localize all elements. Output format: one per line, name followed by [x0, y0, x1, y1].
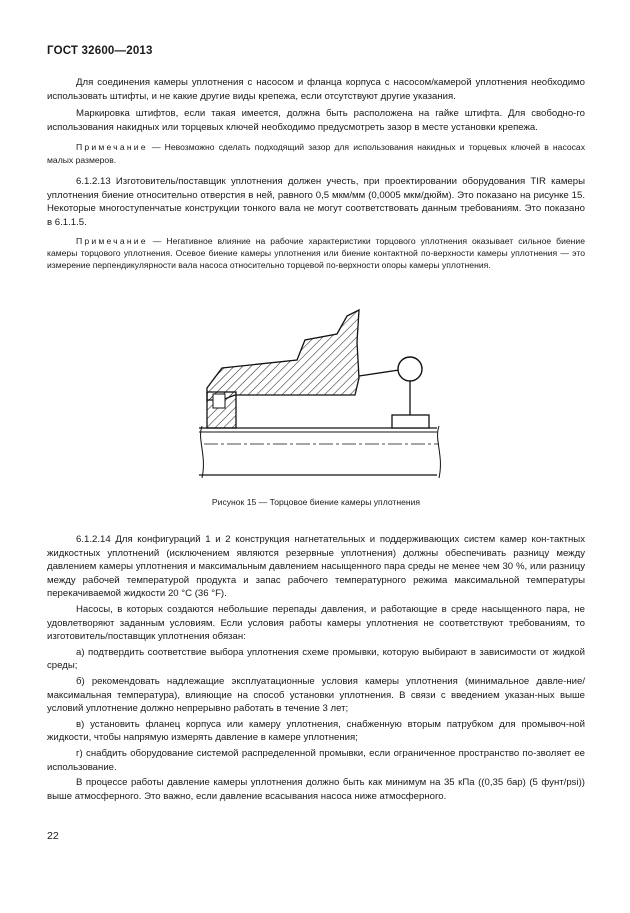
note-text: — Негативное влияние на рабочие характеристики торцового уплотнения оказывает сильное биение камеры торцового уплотнения. Осевое биение камеры уплотнения или биение контактной по-верхности камеры уплотнения — это измерение перпендикулярности вала насоса относительно торцевой по-верхности опоры камеры уплотнения. — [47, 235, 585, 271]
list-item-g: г) снабдить оборудование системой распределенной промывки, если ограниченное пространство по-зволяет ее использование. — [47, 747, 585, 773]
paragraph-6-1-2-14: 6.1.2.14 Для конфигураций 1 и 2 конструкция нагнетательных и поддерживающих систем камер кон-тактных жидкостных уплотнений (исключением являются резервные уплотнения) должны обеспечивать разницу между давлением камеры уплотнения и максимальным давлением насыщенного пара среды не менее чем 30 %, или разницу между рабочей температурой продукта и запас рабочего температурного режима максимальной температуры перекачиваемой жидкости 20 °С (36 °F). — [47, 534, 585, 600]
note-label: Примечание — [76, 142, 148, 153]
list-item-v: в) установить фланец корпуса или камеру уплотнения, снабженную вторым патрубком для промывоч-ной жидкости, чтобы напрямую измерять давление в камере уплотнения; — [47, 718, 585, 744]
list-item-a: а) подтвердить соответствие выбора уплотнения схеме промывки, которую выбирают в зависимости от жидкой среды; — [47, 646, 585, 672]
figure-caption: Рисунок 15 — Торцовое биение камеры уплотнения — [211, 497, 421, 507]
indicator-base — [392, 415, 429, 428]
note-2 — [47, 235, 585, 272]
note-label: Примечание — [76, 235, 148, 246]
paragraph: Для соединения камеры уплотнения с насосом и фланца корпуса с насосом/камерой уплотнения необходимо использовать штифты, и не какие другие виды крепежа, если отсутствуют другие указания. — [47, 77, 585, 102]
dial-indicator — [398, 357, 422, 381]
paragraph: Маркировка штифтов, если такая имеется, должна быть расположена на гайке штифта. Для свободно-го использования накидных или торцевых ключей необходимо предусмотреть зазор в месте установки крепежа. — [47, 108, 585, 133]
page-number: 22 — [47, 830, 59, 842]
top-text-block — [47, 76, 585, 272]
bottom-text-block — [47, 533, 585, 803]
housing-section — [207, 310, 359, 400]
note-1 — [47, 141, 585, 166]
note-text: — Невозможно сделать подходящий зазор для использования накидных и торцевых ключей в насосах малых размеров. — [47, 142, 585, 165]
list-item-b: б) рекомендовать надлежащие эксплуатационные условия камеры уплотнения (минимальное давле-ние/максимальная температура), влияющие на способ установки уплотнения. В связи с введением указан-ных выше условий уплотнение должно непрерывно работать в течение 3 лет; — [47, 675, 585, 715]
paragraph: Насосы, в которых создаются небольшие перепады давления, и работающие в среде насыщенного пара, не удовлетворяют заданным условиям. Если условия работы камеры уплотнения не соответствуют требованиям, то изготовитель/поставщик уплотнения обязан: — [47, 603, 585, 643]
paragraph: В процессе работы давление камеры уплотнения должно быть как минимум на 35 кПа ((0,35 бар) (5 фунт/psi)) выше атмосферного. Это важно, если давление всасывания насоса ниже атмосферного. — [47, 777, 585, 802]
indicator-arm — [359, 370, 399, 376]
paragraph-6-1-2-13: 6.1.2.13 Изготовитель/поставщик уплотнения должен учесть, при проектировании оборудования TIR камеры уплотнения биение относительно отверстия в ней, равного 0,5 мкм/мм (0,0005 мкм/дюйм). Это показано на рисунке 15. Некоторые многоступенчатые конструкции тонкого вала не могут соответствовать данным требованиям. Это показано в 6.1.1.5. — [47, 176, 585, 228]
figure-15-drawing — [47, 290, 585, 490]
document-header: ГОСТ 32600—2013 — [47, 45, 153, 57]
